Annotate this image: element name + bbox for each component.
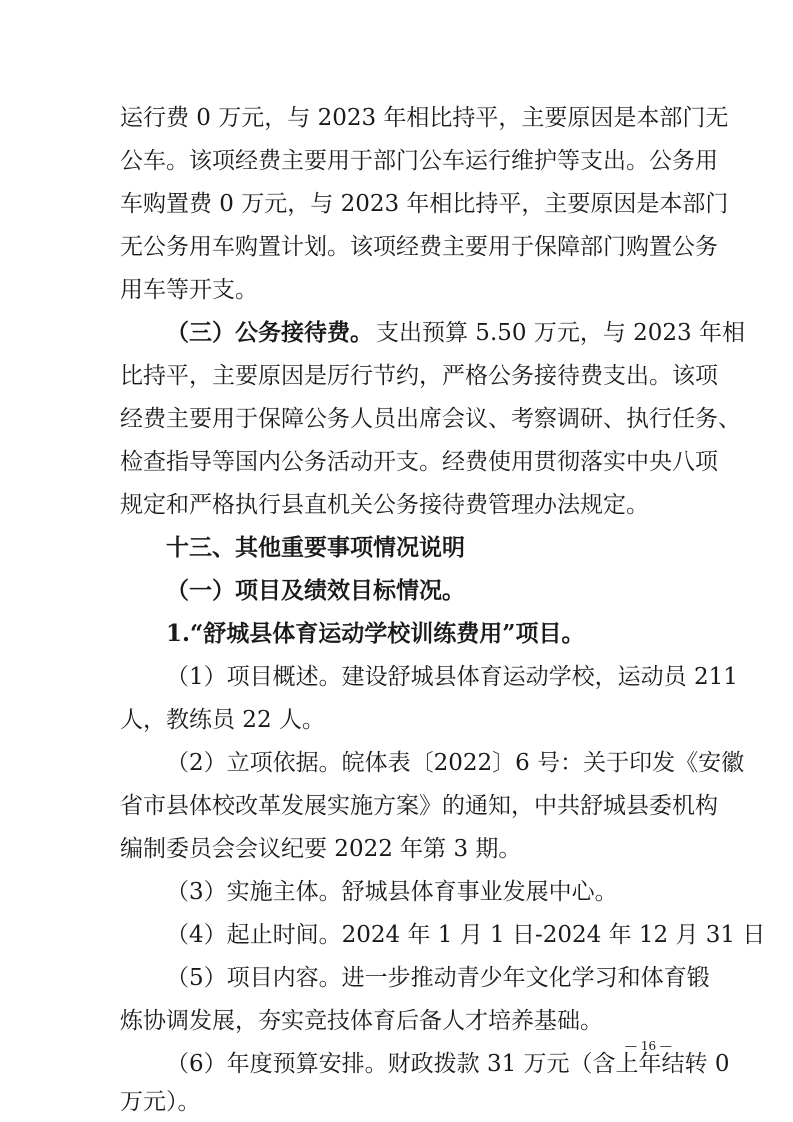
paragraph-line xyxy=(0,232,793,262)
paragraph-line xyxy=(0,834,793,864)
paragraph-line xyxy=(0,146,793,176)
paragraph-line xyxy=(0,189,793,219)
text-line: 省市县体校改革发展实施方案》的通知，中共舒城县委机构 xyxy=(120,793,718,819)
paragraph-line xyxy=(0,920,793,950)
section-heading-reception: （三）公务接待费。 xyxy=(166,319,373,346)
paragraph-line xyxy=(0,1049,793,1079)
paragraph-line xyxy=(0,748,793,778)
subsection-heading: （一）项目及绩效目标情况。 xyxy=(166,577,465,604)
section-heading-13: 十三、其他重要事项情况说明 xyxy=(166,534,465,561)
paragraph-line xyxy=(0,791,793,821)
paragraph-line xyxy=(0,318,793,348)
paragraph-line xyxy=(0,576,793,606)
paragraph-line xyxy=(0,447,793,477)
text-line: 运行费 0 万元，与 2023 年相比持平，主要原因是本部门无 xyxy=(120,105,729,131)
paragraph-line xyxy=(0,662,793,692)
text-line: 经费主要用于保障公务人员出席会议、考察调研、执行任务、 xyxy=(120,406,741,432)
paragraph-line xyxy=(0,103,793,133)
text-line: 万元）。 xyxy=(120,1089,201,1115)
text-line: 比持平，主要原因是厉行节约，严格公务接待费支出。该项 xyxy=(120,363,718,389)
paragraph-line xyxy=(0,404,793,434)
text-line: 检查指导等国内公务活动开支。经费使用贯彻落实中央八项 xyxy=(120,449,718,475)
paragraph-line xyxy=(0,619,793,649)
page-number: — 16 — xyxy=(625,1039,672,1053)
text-line: 公车。该项经费主要用于部门公车运行维护等支出。公务用 xyxy=(120,148,718,174)
text-line: 炼协调发展，夯实竞技体育后备人才培养基础。 xyxy=(120,1008,603,1034)
text-line: （4）起止时间。2024 年 1 月 1 日-2024 年 12 月 31 日 xyxy=(166,922,766,948)
text-line: 支出预算 5.50 万元，与 2023 年相 xyxy=(376,320,745,346)
text-line: 编制委员会会议纪要 2022 年第 3 期。 xyxy=(120,836,522,862)
text-line: 用车等开支。 xyxy=(120,277,258,303)
text-line: （1）项目概述。建设舒城县体育运动学校，运动员 211 xyxy=(166,664,738,690)
text-line: 人，教练员 22 人。 xyxy=(120,707,325,733)
paragraph-line xyxy=(0,1087,793,1117)
paragraph-line xyxy=(0,490,793,520)
paragraph-line xyxy=(0,533,793,563)
paragraph-line xyxy=(0,705,793,735)
paragraph-line xyxy=(0,963,793,993)
text-line: （3）实施主体。舒城县体育事业发展中心。 xyxy=(166,879,618,905)
project-title: 1.“舒城县体育运动学校训练费用”项目。 xyxy=(166,620,585,647)
paragraph-line xyxy=(0,1006,793,1036)
text-line: 车购置费 0 万元，与 2023 年相比持平，主要原因是本部门 xyxy=(120,191,729,217)
paragraph-line xyxy=(0,361,793,391)
text-line: （5）项目内容。进一步推动青少年文化学习和体育锻 xyxy=(166,965,710,991)
text-line: 规定和严格执行县直机关公务接待费管理办法规定。 xyxy=(120,492,649,518)
text-line: （2）立项依据。皖体表〔2022〕6 号：关于印发《安徽 xyxy=(166,750,745,776)
paragraph-line xyxy=(0,877,793,907)
text-line: （6）年度预算安排。财政拨款 31 万元（含上年结转 0 xyxy=(166,1051,730,1077)
paragraph-line xyxy=(0,275,793,305)
text-line: 无公务用车购置计划。该项经费主要用于保障部门购置公务 xyxy=(120,234,718,260)
